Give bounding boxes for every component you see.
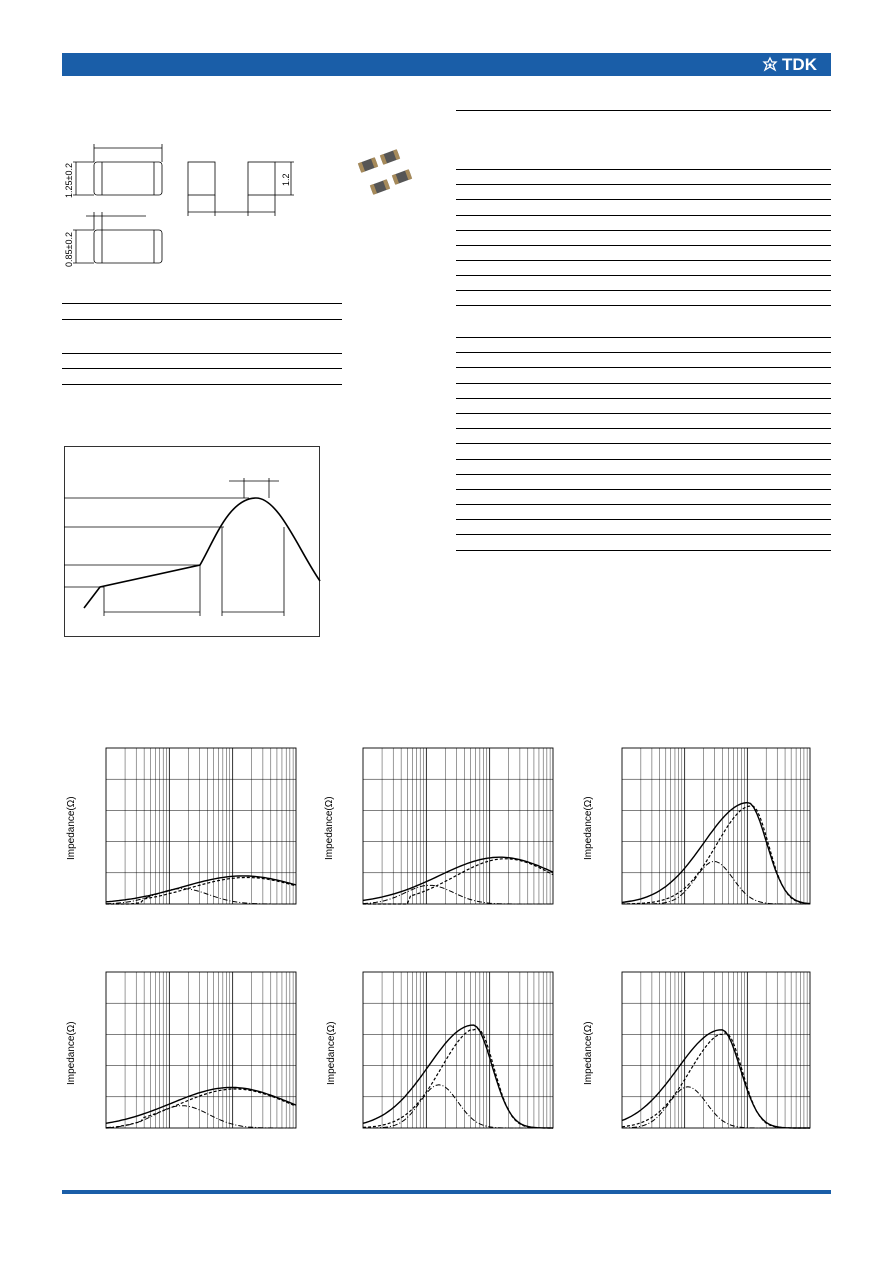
r-curve	[106, 1089, 296, 1128]
thickness-dim-label: 0.85±0.2	[64, 232, 74, 267]
x-curve	[622, 862, 810, 905]
impedance-axis-label: Impedance(Ω)	[324, 796, 335, 860]
impedance-graph	[363, 972, 553, 1128]
r-curve	[622, 1033, 810, 1128]
impedance-axis-label: Impedance(Ω)	[583, 796, 594, 860]
land-dim-label: 1.2	[281, 173, 291, 186]
z-curve	[106, 1087, 296, 1123]
impedance-axis-label: Impedance(Ω)	[326, 1021, 337, 1085]
x-curve	[106, 889, 296, 904]
footer-bar	[62, 1190, 831, 1194]
impedance-axis-label: Impedance(Ω)	[66, 796, 77, 860]
z-curve	[363, 857, 553, 900]
impedance-graph	[106, 972, 296, 1128]
x-curve	[622, 1087, 810, 1128]
impedance-graph	[622, 748, 810, 904]
header-bar	[62, 53, 831, 76]
impedance-axis-label: Impedance(Ω)	[66, 1021, 77, 1085]
x-curve	[363, 1085, 553, 1128]
r-curve	[363, 859, 553, 904]
impedance-graph	[363, 748, 553, 904]
z-curve	[363, 1025, 553, 1128]
chip-product-image	[360, 145, 420, 200]
tdk-logo-icon	[762, 57, 778, 73]
impedance-graph	[622, 972, 810, 1128]
impedance-graph	[106, 748, 296, 904]
characteristic-diagram	[64, 446, 320, 637]
z-curve	[622, 803, 810, 904]
z-curve	[622, 1030, 810, 1128]
tdk-logo	[762, 55, 817, 74]
r-curve	[622, 806, 810, 904]
dimension-drawing	[60, 140, 300, 270]
impedance-axis-label: Impedance(Ω)	[583, 1021, 594, 1085]
brand-name: TDK	[782, 55, 817, 74]
r-curve	[363, 1028, 553, 1128]
width-dim-label: 1.25±0.2	[64, 163, 74, 198]
